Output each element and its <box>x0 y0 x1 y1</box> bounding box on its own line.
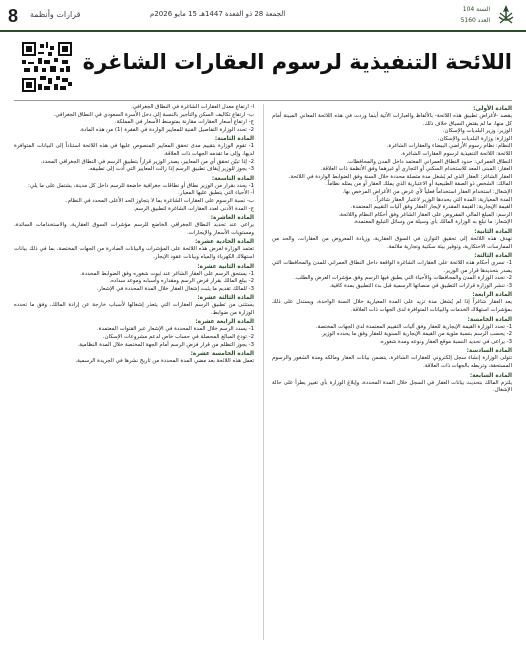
paragraph: العقار الشاغر: العقار الذي لم يُشغل مدة متصلة محددة خلال السنة وفق الضوابط الواردة في اللائحة. <box>288 173 512 180</box>
paragraph: يراعى عند تحديد النطاق الجغرافي الخاضع للرسم مؤشرات السوق العقارية، والاستخدامات السائدة، ومستويات الأسعار والإيجارات. <box>14 222 254 236</box>
article-heading: المادة الثالثة عشرة: <box>197 295 254 302</box>
paragraph: ج- المدة الأدنى لعدد العقارات الشاغرة لتطبيق الرسم. <box>133 205 254 212</box>
paragraph: النطاق العمراني: حدود النطاق العمراني المعتمد داخل المدن والمحافظات. <box>346 158 512 165</box>
paragraph: 2- تحدد الوزارة التفاصيل الفنية للمعايير الواردة في الفقرة (1) من هذه المادة. <box>79 126 254 133</box>
section-name: قرارات وأنظمة <box>30 10 81 19</box>
paragraph: ب- ارتفاع تكاليف السكن والتأجير بالنسبة إلى دخل الأسرة السعودي في النطاق الجغرافي. <box>53 111 254 118</box>
paragraph: 2- تودع المبالغ المحصلة في حساب خاص لدعم مشروعات الإسكان. <box>102 334 254 341</box>
paragraph: 2- إذا تبيّن تحقق أي من المعايير، يصدر الوزير قراراً بتطبيق الرسم في النطاق الجغرافي المحدد. <box>40 158 254 165</box>
issue-info <box>461 4 490 26</box>
paragraph: 1- يحدد بقرار من الوزير نطاق أو نطاقات جغرافية خاضعة للرسم داخل كل مدينة، يشتمل على ما يلي: <box>28 182 254 189</box>
paragraph: أ- ارتفاع معدل العقارات الشاغرة في النطاق الجغرافي. <box>131 104 254 110</box>
paragraph: الإشغال: استخدام العقار استخداماً فعلياً لأي غرض من الأغراض المرخص بها. <box>342 188 512 195</box>
paragraph: 3- تنشر الوزارة قرارات التطبيق في منصاتها الرسمية قبل بدء التطبيق بمدة كافية. <box>329 282 512 289</box>
page-number: 8 <box>8 6 19 26</box>
paragraph: يستثنى من تطبيق الرسم العقارات التي يتعذر إشغالها لأسباب خارجة عن إرادة المالك، وفق ما تحدده الوزارة من ضوابط. <box>14 302 254 316</box>
article-heading: المادة الثالثة: <box>474 253 512 260</box>
paragraph: 3- للمالك تقديم ما يثبت إشغال العقار خلال المدة المحددة في الإشعار. <box>96 285 254 292</box>
paragraph: 1- يستحق الرسم على العقار الشاغر عند ثبوت شغوره وفق الضوابط المحددة. <box>80 270 254 277</box>
paragraph: 1- تحدد الوزارة القيمة الإيجارية للعقار وفق آليات التقييم المعتمدة لدى الجهات المختصة. <box>315 323 512 330</box>
paragraph: تعمل هذه اللائحة بعد مضي المدة المحددة من تاريخ نشرها في الجريدة الرسمية. <box>75 358 254 365</box>
paragraph: 2- تحدد الوزارة المدن والمحافظات والأحياء التي يطبق فيها الرسم وفق مؤشرات العرض والطلب. <box>294 275 512 282</box>
qr-code-icon <box>22 42 72 92</box>
paragraph: اللائحة: اللائحة التنفيذية لرسوم العقارات الشاغرة. <box>400 150 512 157</box>
paragraph: الوزارة: وزارة البلديات والإسكان. <box>437 135 512 142</box>
paragraph: 2- يحسب الرسم بنسبة مئوية من القيمة الإيجارية السنوية للعقار وفق ما يحدده الوزير. <box>320 331 512 338</box>
right-column <box>272 104 512 640</box>
page-header <box>0 0 526 32</box>
paragraph: العقار: المبنى المعد للاستخدام السكني أو التجاري أو غيرهما وفق الأنظمة ذات العلاقة. <box>320 166 512 173</box>
article-heading: المادة التاسعة: <box>211 175 254 182</box>
paragraph: 3- يجوز للوزير إيقاف تطبيق الرسم إذا زالت المعايير التي أدت إلى تطبيقه. <box>88 166 254 173</box>
article-heading: المادة الحادية عشرة: <box>194 239 254 246</box>
paragraph: 1- تقوم الوزارة بتقييم مدى تحقق المعايير المنصوص عليها في هذه اللائحة استناداً إلى البيانات المتوافرة لديها، وإلى ما تقدمه الجهات ذات العلاقة. <box>14 143 254 157</box>
paragraph: الرسم: المبلغ المالي المفروض على العقار الشاغر وفق أحكام النظام واللائحة. <box>338 211 512 218</box>
paragraph: يعد العقار شاغراً إذا لم يُشغل مدة تزيد على المدة المعيارية خلال السنة الواحدة، ويستدل على ذلك بمؤشرات استهلاك الخدمات والبيانات المتوافرة لدى الجهات ذات العلاقة. <box>272 299 512 314</box>
left-column <box>14 104 254 640</box>
paragraph: تتولى الوزارة إنشاء سجل إلكتروني للعقارات الشاغرة، يتضمن بيانات العقار ومالكه ومدة الشغور والرسوم المستحقة، وتربطه بالجهات ذات العلاقة. <box>272 355 512 370</box>
paragraph: المالك: الشخص ذو الصفة الطبيعية أو الاعتبارية الذي يملك العقار أو من يمثله نظاماً. <box>325 181 512 188</box>
article-heading: المادة الثانية: <box>474 228 512 235</box>
paragraph: القيمة الإيجارية: القيمة المقدرة لإيجار العقار وفق آليات التقييم المعتمدة. <box>350 204 512 211</box>
emblem-icon <box>494 3 518 29</box>
paragraph: المدة المعيارية: المدة التي يحددها الوزير لاعتبار العقار شاغراً. <box>374 196 512 203</box>
paragraph: النظام: نظام رسوم الأراضي البيضاء والعقارات الشاغرة. <box>386 143 512 150</box>
article-heading: المادة الرابعة عشرة: <box>195 319 254 326</box>
paragraph: 3- يجوز التظلم من قرار فرض الرسم أمام الجهة المختصة خلال المدة النظامية. <box>77 341 254 348</box>
article-heading: المادة السابعة: <box>469 372 512 379</box>
paragraph: 2- يبلغ المالك بقرار فرض الرسم ومقداره وأسبابه وموعد سداده. <box>109 278 254 285</box>
paragraph: يلتزم المالك بتحديث بيانات العقار في السجل خلال المدة المحددة، وإبلاغ الوزارة بأي تغيير يطرأ على حالة الإشغال. <box>272 379 512 394</box>
issue-label: العدد 5160 <box>460 17 490 24</box>
article-heading: المادة الخامسة: <box>467 316 512 323</box>
article-heading: المادة الثامنة: <box>214 136 254 143</box>
paragraph: أ- الأحياء التي ينطبق عليها المعيار. <box>178 190 254 197</box>
paragraph: 1- تسري أحكام هذه اللائحة على العقارات الشاغرة الواقعة داخل النطاق العمراني للمدن والمحافظات التي يصدر بتحديدها قرار من الوزير. <box>272 260 512 274</box>
article-heading: المادة السادسة: <box>466 348 512 355</box>
paragraph: 3- يراعى في تحديد النسبة موقع العقار ونوعه ومدة شغوره. <box>379 338 512 345</box>
article-heading: المادة الثانية عشرة: <box>197 263 254 270</box>
paragraph: تعتمد الوزارة لغرض هذه اللائحة على المؤشرات والبيانات الصادرة من الجهات المختصة، بما في ذلك بيانات استهلاك الكهرباء والمياه وبيانات عقود الإيجار. <box>14 246 254 260</box>
article-heading: المادة الأولى: <box>473 106 512 112</box>
paragraph: يقصد -لأغراض تطبيق هذه اللائحة- بالألفاظ والعبارات الآتية أينما وردت في هذه اللائحة المعاني المبينة أمام كل منها، ما لم يقتضِ السياق خلاف ذلك. <box>272 113 512 127</box>
text-block <box>14 104 254 366</box>
paragraph: الوزير: وزير البلديات والإسكان. <box>442 128 512 135</box>
column-divider <box>263 104 264 640</box>
article-heading: المادة الرابعة: <box>472 292 512 299</box>
year-label: السنة 104 <box>462 6 490 13</box>
paragraph: 1- يسدد الرسم خلال المدة المحددة في الإشعار عبر القنوات المعتمدة. <box>96 326 254 333</box>
document-title: اللائحة التنفيذية لرسوم العقارات الشاغرة <box>82 50 512 74</box>
issue-date: الجمعة 28 ذو القعدة 1447هـ 15 مايو 2026م <box>150 10 286 18</box>
document-body <box>14 104 512 640</box>
title-bar <box>14 40 512 96</box>
text-block <box>272 105 512 395</box>
title-divider <box>14 100 512 101</box>
paragraph: تهدف هذه اللائحة إلى تحقيق التوازن في السوق العقارية، وزيادة المعروض من العقارات، والحد من الممارسات الاحتكارية، وتوفير بيئة سكنية وتجارية ملائمة. <box>272 235 512 250</box>
article-heading: المادة العاشرة: <box>210 215 254 222</box>
paragraph: ب- نسبة الرسوم على العقارات الشاغرة بما لا يتجاوز الحد الأعلى المحدد في النظام. <box>65 197 254 204</box>
article-heading: المادة الخامسة عشرة: <box>190 351 254 358</box>
paragraph: الإشعار: ما تبلغ به الوزارة المالك بأي وسيلة من وسائل التبليغ المعتمدة. <box>353 219 512 226</box>
paragraph: ج- ارتفاع أسعار العقارات مقارنة بمتوسط الأسعار في المملكة. <box>114 119 254 126</box>
